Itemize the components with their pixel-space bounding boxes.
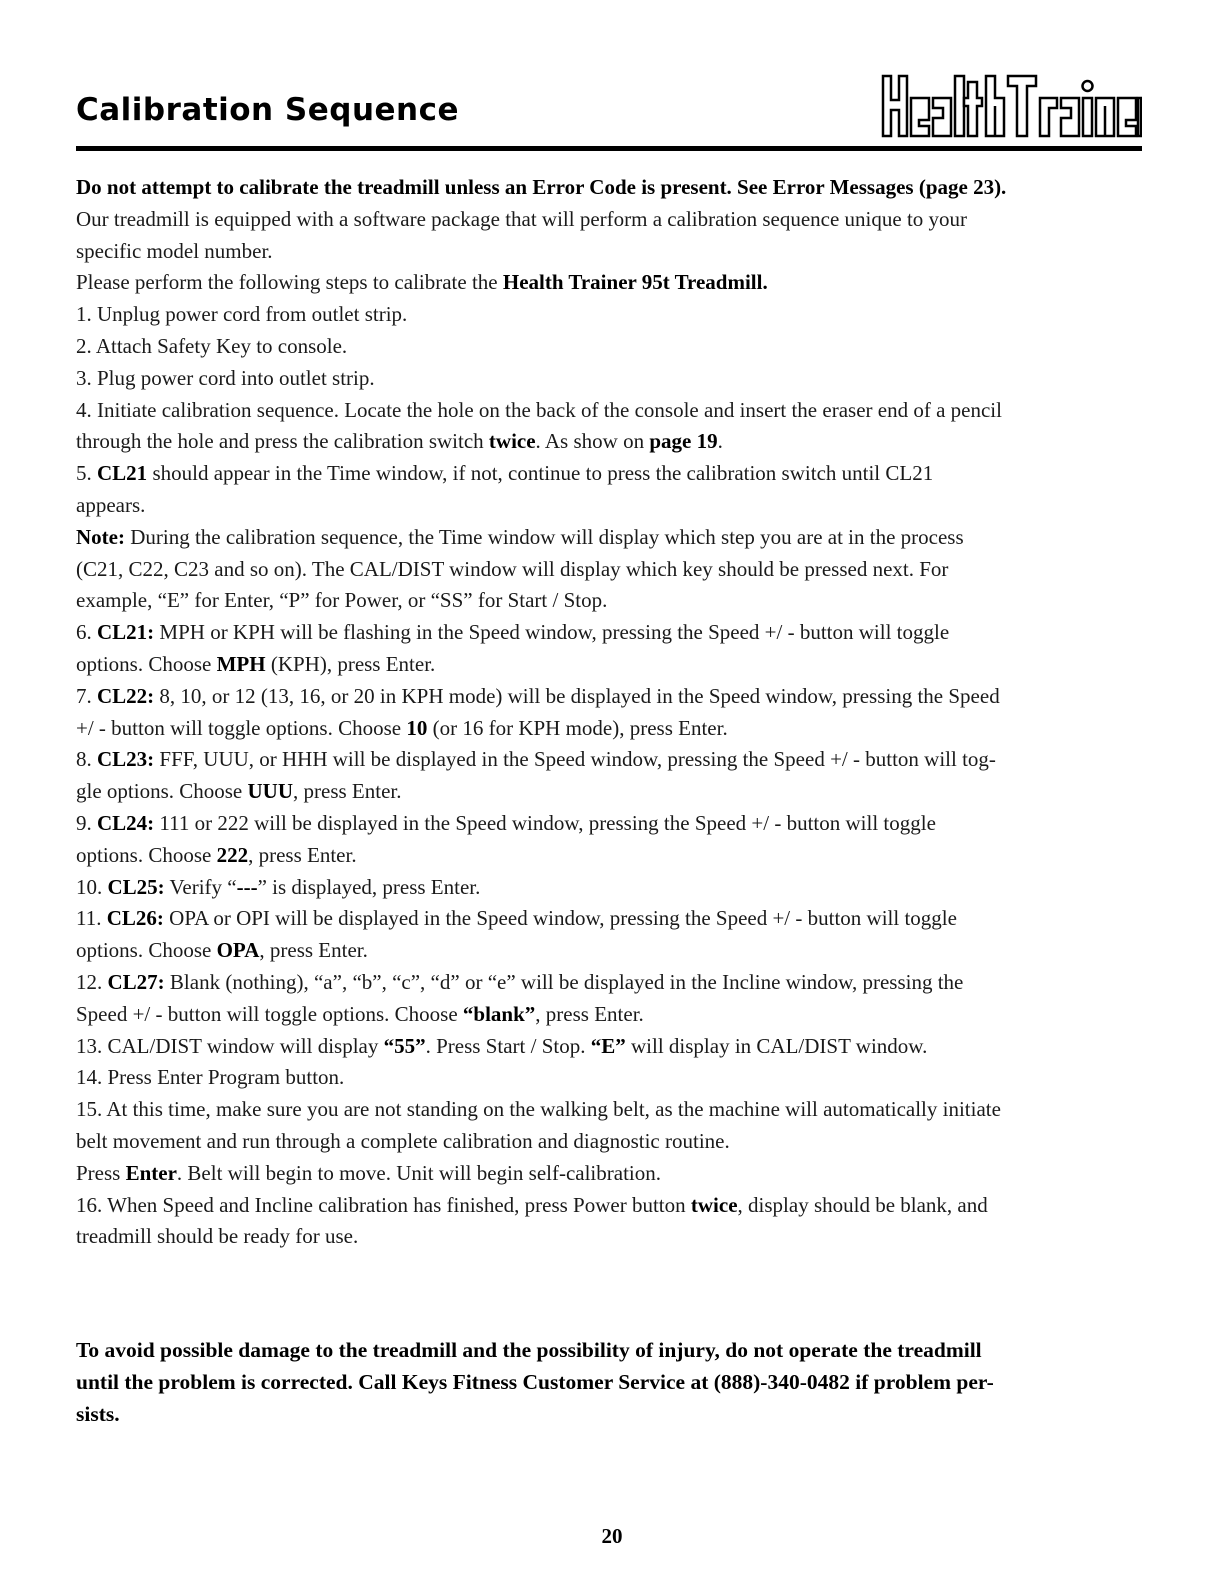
bold-text: “E” bbox=[590, 1033, 626, 1058]
text: (or 16 for KPH mode), press Enter. bbox=[427, 715, 728, 740]
bold-text: 222 bbox=[216, 842, 249, 867]
text: gle options. Choose bbox=[76, 779, 248, 804]
text: 8, 10, or 12 (13, 16, or 20 in KPH mode) will be displayed in the Speed window, pressing the Speed bbox=[154, 683, 1000, 708]
body-text bbox=[76, 172, 1144, 1253]
body-line bbox=[76, 649, 1144, 681]
body-line bbox=[76, 617, 1144, 649]
body-line bbox=[76, 967, 1144, 999]
body-line bbox=[76, 363, 1144, 395]
text: 2. Attach Safety Key to console. bbox=[76, 333, 348, 358]
body-line bbox=[76, 1094, 1144, 1126]
text: 7. bbox=[76, 683, 97, 708]
header-rule bbox=[76, 146, 1142, 151]
body-line bbox=[76, 744, 1144, 776]
text: OPA or OPI will be displayed in the Speed window, pressing the Speed +/ - button will toggle bbox=[163, 906, 957, 931]
text: . As show on bbox=[535, 429, 650, 454]
bold-text: twice bbox=[488, 429, 536, 454]
text: 10. bbox=[76, 874, 108, 899]
body-line bbox=[76, 299, 1144, 331]
bold-text: OPA bbox=[216, 938, 260, 963]
warning-line: until the problem is corrected. Call Keys Fitness Customer Service at (888)-340-0482 if problem per- bbox=[76, 1370, 994, 1394]
body-line bbox=[76, 1158, 1144, 1190]
bold-text: UUU bbox=[247, 779, 293, 804]
body-line bbox=[76, 554, 1144, 586]
text: (KPH), press Enter. bbox=[265, 651, 436, 676]
text: will display in CAL/DIST window. bbox=[625, 1033, 928, 1058]
body-line bbox=[76, 1126, 1144, 1158]
bold-text: --- bbox=[236, 874, 258, 899]
text: , press Enter. bbox=[259, 938, 368, 963]
bold-text: CL27: bbox=[107, 969, 165, 994]
warning-line: To avoid possible damage to the treadmill and the possibility of injury, do not operate the treadmill bbox=[76, 1338, 982, 1362]
text: +/ - button will toggle options. Choose bbox=[76, 715, 407, 740]
body-line bbox=[76, 267, 1144, 299]
text: Our treadmill is equipped with a software package that will perform a calibration sequence unique to your bbox=[76, 206, 968, 231]
bold-text: CL25: bbox=[107, 874, 165, 899]
text: belt movement and run through a complete calibration and diagnostic routine. bbox=[76, 1128, 730, 1153]
text: , press Enter. bbox=[248, 842, 357, 867]
text: specific model number. bbox=[76, 238, 273, 263]
text: Speed +/ - button will toggle options. Choose bbox=[76, 1001, 463, 1026]
text: Blank (nothing), “a”, “b”, “c”, “d” or “e” will be displayed in the Incline window, pressing the bbox=[164, 969, 964, 994]
text: 3. Plug power cord into outlet strip. bbox=[76, 365, 375, 390]
bold-text: Health Trainer 95t Treadmill. bbox=[502, 270, 768, 295]
body-line bbox=[76, 458, 1144, 490]
text: 111 or 222 will be displayed in the Speed window, pressing the Speed +/ - button will toggle bbox=[154, 810, 936, 835]
text: 9. bbox=[76, 810, 97, 835]
text: appears. bbox=[76, 492, 146, 517]
body-line bbox=[76, 1031, 1144, 1063]
body-line bbox=[76, 236, 1144, 268]
body-line bbox=[76, 713, 1144, 745]
bold-text: 10 bbox=[406, 715, 428, 740]
body-line bbox=[76, 1062, 1144, 1094]
body-line bbox=[76, 1190, 1144, 1222]
body-line bbox=[76, 172, 1144, 204]
text: , press Enter. bbox=[293, 779, 402, 804]
text: , display should be blank, and bbox=[737, 1192, 988, 1217]
text: 1. Unplug power cord from outlet strip. bbox=[76, 302, 408, 327]
text: should appear in the Time window, if not, continue to press the calibration switch until CL21 bbox=[147, 461, 934, 486]
bold-text: CL21 bbox=[97, 461, 148, 486]
text: through the hole and press the calibration switch bbox=[76, 429, 489, 454]
body-line bbox=[76, 935, 1144, 967]
body-line bbox=[76, 840, 1144, 872]
text: treadmill should be ready for use. bbox=[76, 1224, 359, 1249]
body-line bbox=[76, 204, 1144, 236]
page-title: Calibration Sequence bbox=[76, 92, 460, 128]
body-line bbox=[76, 681, 1144, 713]
bold-text: “blank” bbox=[462, 1001, 536, 1026]
text: (C21, C22, C23 and so on). The CAL/DIST window will display which key should be pressed next. For bbox=[76, 556, 949, 581]
text: 8. bbox=[76, 747, 97, 772]
bold-text: CL26: bbox=[106, 906, 164, 931]
body-line bbox=[76, 872, 1144, 904]
body-line bbox=[76, 999, 1144, 1031]
bold-text: Do not attempt to calibrate the treadmill unless an Error Code is present. See Error Messages (page 23). bbox=[76, 175, 1007, 199]
body-line bbox=[76, 776, 1144, 808]
text: 15. At this time, make sure you are not standing on the walking belt, as the machine will automatically initiate bbox=[76, 1097, 1001, 1122]
text: . Press Start / Stop. bbox=[425, 1033, 591, 1058]
text: 11. bbox=[76, 906, 107, 931]
body-line bbox=[76, 522, 1144, 554]
text: options. Choose bbox=[76, 842, 217, 867]
text: options. Choose bbox=[76, 651, 217, 676]
text: example, “E” for Enter, “P” for Power, or “SS” for Start / Stop. bbox=[76, 588, 608, 613]
text: 12. bbox=[76, 969, 108, 994]
text: 13. CAL/DIST window will display bbox=[76, 1033, 384, 1058]
text: Verify “ bbox=[164, 874, 237, 899]
bold-text: page 19 bbox=[649, 429, 718, 454]
text: Please perform the following steps to calibrate the bbox=[76, 270, 503, 295]
text: . Belt will begin to move. Unit will begin self-calibration. bbox=[176, 1160, 661, 1185]
bold-text: Note: bbox=[76, 524, 125, 549]
warning-line: sists. bbox=[76, 1402, 120, 1426]
body-line bbox=[76, 903, 1144, 935]
bold-text: “55” bbox=[383, 1033, 426, 1058]
bold-text: CL21: bbox=[97, 620, 155, 645]
text: 5. bbox=[76, 461, 97, 486]
text: During the calibration sequence, the Time window will display which step you are at in the process bbox=[124, 524, 964, 549]
text: Press bbox=[76, 1160, 126, 1185]
text: FFF, UUU, or HHH will be displayed in the Speed window, pressing the Speed +/ - button will tog- bbox=[154, 747, 996, 772]
body-line bbox=[76, 490, 1144, 522]
bold-text: CL23: bbox=[97, 747, 155, 772]
page-number: 20 bbox=[601, 1524, 623, 1548]
bold-text: Enter bbox=[125, 1160, 177, 1185]
body-line bbox=[76, 1221, 1144, 1253]
bold-text: twice bbox=[690, 1192, 738, 1217]
body-line bbox=[76, 426, 1144, 458]
bold-text: CL24: bbox=[97, 810, 155, 835]
text: , press Enter. bbox=[535, 1001, 644, 1026]
bold-text: MPH bbox=[216, 651, 266, 676]
text: 14. Press Enter Program button. bbox=[76, 1065, 345, 1090]
text: 4. Initiate calibration sequence. Locate the hole on the back of the console and insert the eraser end of a pencil bbox=[76, 397, 1002, 422]
body-line bbox=[76, 808, 1144, 840]
health-trainer-logo bbox=[880, 68, 1142, 138]
warning-block bbox=[76, 1334, 1144, 1430]
body-line bbox=[76, 331, 1144, 363]
text: MPH or KPH will be flashing in the Speed window, pressing the Speed +/ - button will toggle bbox=[154, 620, 950, 645]
text: options. Choose bbox=[76, 938, 217, 963]
text: ” is displayed, press Enter. bbox=[257, 874, 481, 899]
bold-text: CL22: bbox=[97, 683, 155, 708]
body-line bbox=[76, 395, 1144, 427]
body-line bbox=[76, 585, 1144, 617]
text: 16. When Speed and Incline calibration has finished, press Power button bbox=[76, 1192, 691, 1217]
text: 6. bbox=[76, 620, 97, 645]
text: . bbox=[717, 429, 723, 454]
